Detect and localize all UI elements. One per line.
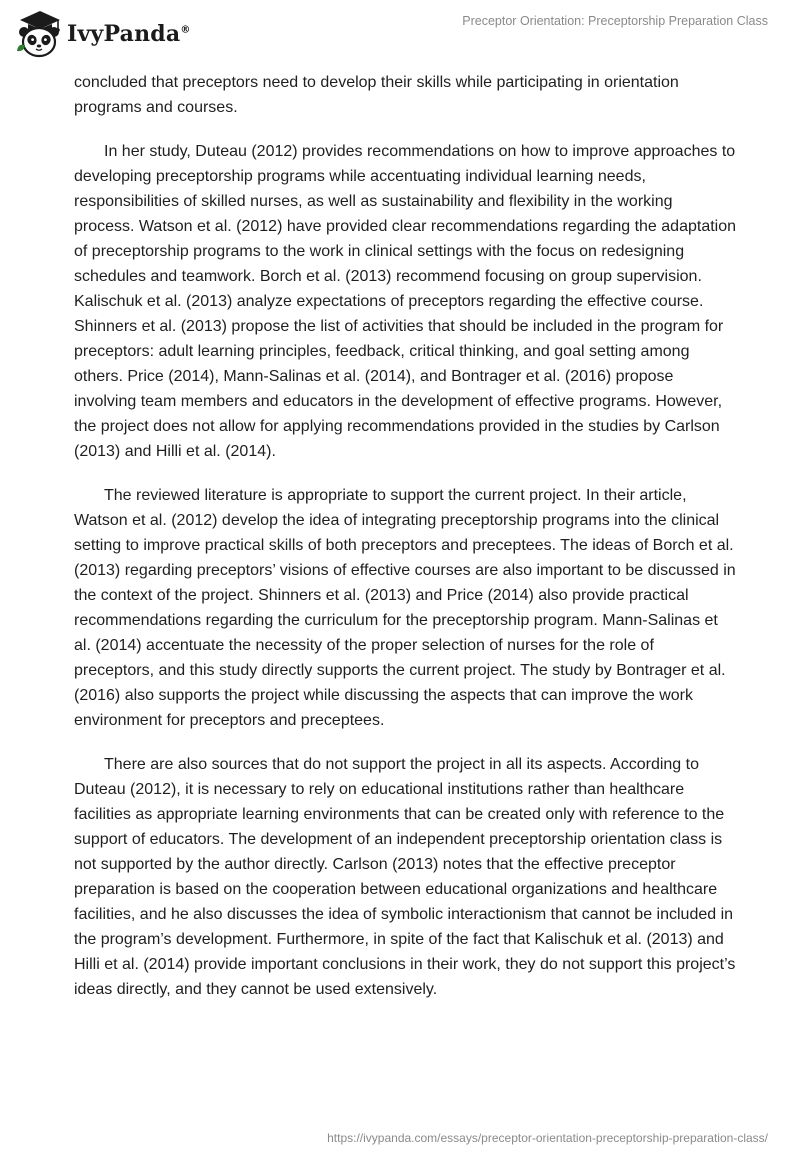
logo-wordmark: IvyPanda® — [67, 21, 191, 47]
paragraph-continuation: concluded that preceptors need to develop their skills while participating in orientation programs and courses. — [74, 74, 679, 116]
paragraph-supporting-literature: The reviewed literature is appropriate to support the current project. In their article, Watson et al. (2012) develop the idea of integrating preceptorship programs into the clinical setting to improve practical skills of both preceptors and preceptees. The ideas of Borch et al. (2013) regarding preceptors’ visions of effective courses are also important to be discussed in the context of the project. Shinners et al. (2013) and Price (2014) also provide practical recommendations regarding the curriculum for the preceptorship program. Mann-Salinas et al. (2014) accentuate the necessity of the proper selection of nurses for the role of preceptors, and this study directly supports the current project. The study by Bontrager et al. (2016) also supports the project while discussing the aspects that can improve the work environment for preceptors and preceptees. — [74, 487, 736, 729]
document-title: Preceptor Orientation: Preceptorship Preparation Class — [462, 14, 768, 28]
panda-graduate-icon — [14, 7, 64, 59]
registered-mark: ® — [180, 24, 191, 36]
essay-body — [74, 70, 736, 1021]
page-header — [0, 0, 800, 66]
paragraph-non-supporting-sources: There are also sources that do not support the project in all its aspects. According to Duteau (2012), it is necessary to rely on educational institutions rather than healthcare facilities as appropriate learning environments that can be created only with reference to the support of educators. The development of an independent preceptorship orientation class is not supported by the author directly. Carlson (2013) notes that the effective preceptor preparation is based on the cooperation between educational organizations and healthcare facilities, and he also discusses the idea of symbolic interactionism that cannot be included in the program’s development. Furthermore, in spite of the fact that Kalischuk et al. (2013) and Hilli et al. (2014) provide important conclusions in their work, they do not support this project’s ideas directly, and they cannot be used extensively. — [74, 756, 736, 998]
source-url[interactable]: https://ivypanda.com/essays/preceptor-orientation-preceptorship-preparation-class/ — [327, 1131, 768, 1145]
ivypanda-logo[interactable] — [14, 7, 191, 59]
paragraph-recommendations: In her study, Duteau (2012) provides recommendations on how to improve approaches to developing preceptorship programs while accentuating individual learning needs, responsibilities of skilled nurses, as well as sustainability and flexibility in the working process. Watson et al. (2012) have provided clear recommendations regarding the adaptation of preceptorship programs to the work in clinical settings with the focus on redesigning schedules and teamwork. Borch et al. (2013) recommend focusing on group supervision. Kalischuk et al. (2013) analyze expectations of preceptors regarding the effective course. Shinners et al. (2013) propose the list of activities that should be included in the program for preceptors: adult learning principles, feedback, critical thinking, and goal setting among others. Price (2014), Mann-Salinas et al. (2014), and Bontrager et al. (2016) propose involving team members and educators in the development of effective programs. However, the project does not allow for applying recommendations provided in the studies by Carlson (2013) and Hilli et al. (2014). — [74, 143, 737, 460]
